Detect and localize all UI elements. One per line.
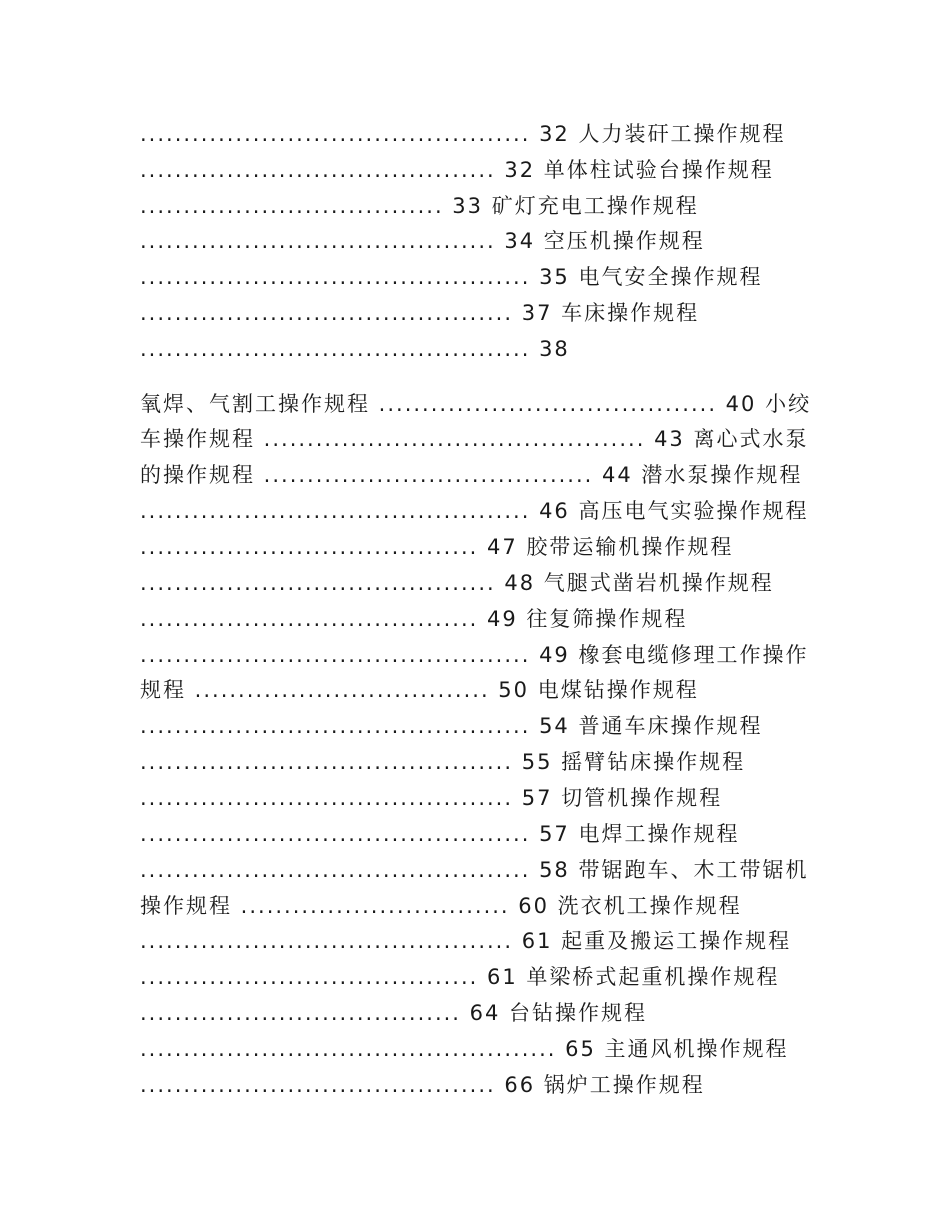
toc-line: ................................................ 65 主通风机操作规程 — [140, 1037, 789, 1061]
toc-line: ....................................... 49 往复筛操作规程 — [140, 607, 688, 631]
toc-line: 车操作规程 ............................................ 43 离心式水泵 — [140, 427, 809, 451]
toc-line: ........................................... 55 摇臂钻床操作规程 — [140, 750, 746, 774]
toc-line: ............................................. 38 — [140, 337, 570, 361]
toc-line: ....................................... 61 单梁桥式起重机操作规程 — [140, 965, 780, 989]
toc-line: ............................................. 46 高压电气实验操作规程 — [140, 499, 809, 523]
toc-line: ............................................. 58 带锯跑车、木工带锯机 — [140, 858, 809, 882]
toc-line: ............................................. 32 人力装矸工操作规程 — [140, 122, 786, 146]
toc-line: ........................................... 57 切管机操作规程 — [140, 786, 723, 810]
toc-line: ......................................... 32 单体柱试验台操作规程 — [140, 158, 774, 182]
toc-line: ..................................... 64 台钻操作规程 — [140, 1001, 648, 1025]
toc-line: 操作规程 ............................... 60 洗衣机工操作规程 — [140, 894, 742, 918]
toc-line: ......................................... 66 锅炉工操作规程 — [140, 1073, 705, 1097]
toc-line: 的操作规程 ...................................... 44 潜水泵操作规程 — [140, 463, 803, 487]
toc-line: ....................................... 47 胶带运输机操作规程 — [140, 535, 734, 559]
toc-line: ............................................. 57 电焊工操作规程 — [140, 822, 740, 846]
toc-line: ............................................. 54 普通车床操作规程 — [140, 714, 763, 738]
toc-line: ........................................... 37 车床操作规程 — [140, 301, 700, 325]
toc-line: ......................................... 48 气腿式凿岩机操作规程 — [140, 571, 774, 595]
toc-line: 规程 .................................. 50 电煤钻操作规程 — [140, 678, 699, 702]
toc-line: ................................... 33 矿灯充电工操作规程 — [140, 194, 699, 218]
toc-line: ............................................. 35 电气安全操作规程 — [140, 265, 763, 289]
toc-line: ........................................... 61 起重及搬运工操作规程 — [140, 929, 792, 953]
toc-line: ......................................... 34 空压机操作规程 — [140, 229, 705, 253]
toc-line: 氧焊、气割工操作规程 ....................................... 40 小绞 — [140, 392, 812, 416]
toc-line: ............................................. 49 橡套电缆修理工作操作 — [140, 643, 809, 667]
